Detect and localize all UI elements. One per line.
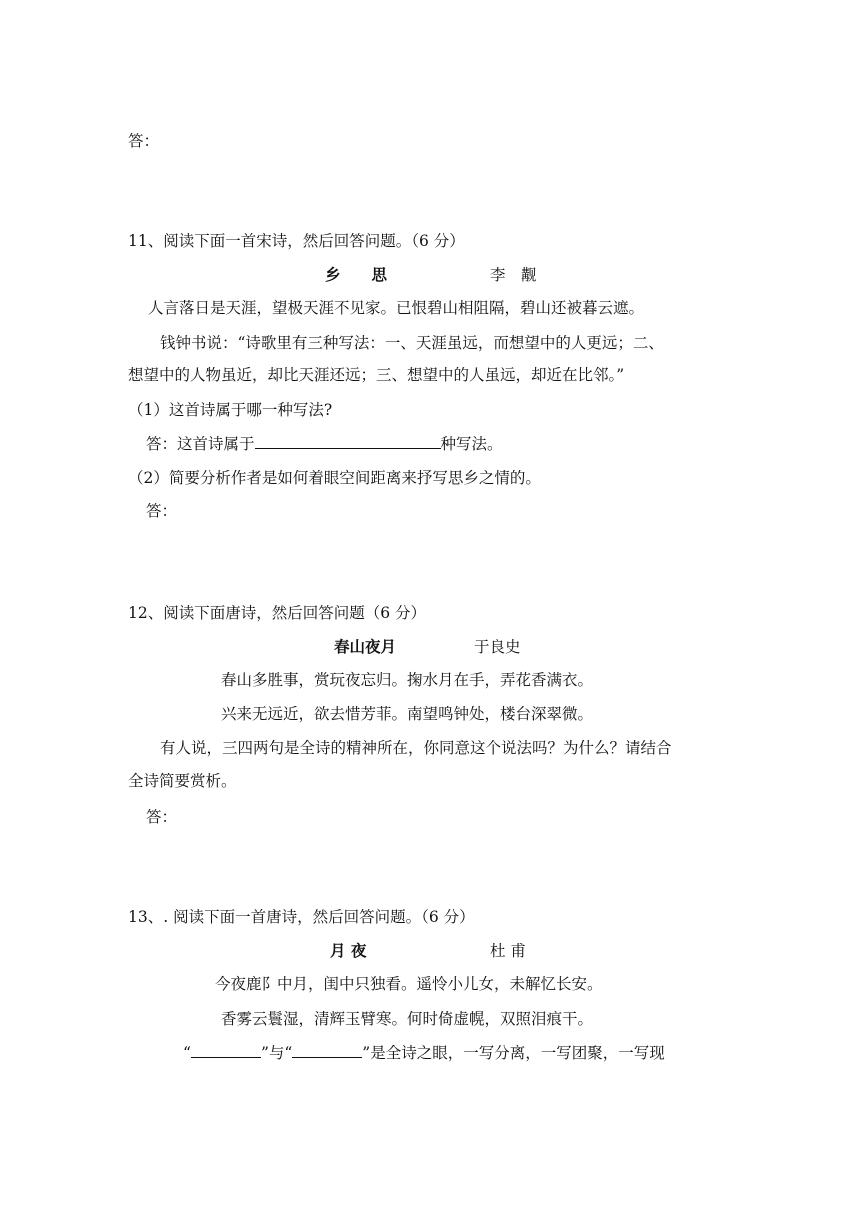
q12-poem-author: 于良史 — [474, 638, 521, 656]
q13-mid-quote: ”与“ — [260, 1044, 293, 1062]
q11-poem-title: 乡 思 — [325, 266, 388, 284]
q13-blank-2[interactable] — [292, 1043, 362, 1058]
q11-heading: 11、阅读下面一首宋诗，然后回答问题。（6 分） — [128, 232, 465, 250]
q11-answer-1-suffix: 种写法。 — [440, 435, 503, 453]
q11-poem-author: 李 觏 — [490, 266, 537, 284]
q12-answer: 答： — [146, 808, 178, 826]
q11-subquestion-1: （1）这首诗属于哪一种写法? — [128, 401, 333, 419]
q12-question-line1: 有人说，三四两句是全诗的精神所在，你同意这个说法吗？为什么？请结合 — [160, 739, 672, 757]
q13-question-tail: ”是全诗之眼，一写分离，一写团聚，一写现 — [362, 1044, 665, 1062]
q13-poem-line1: 今夜鹿阝中月，闺中只独看。遥怜小儿女，未解忆长安。 — [215, 975, 603, 993]
q13-poem-title: 月 夜 — [330, 942, 367, 960]
q11-poem-text: 人言落日是天涯，望极天涯不见家。已恨碧山相阻隔，碧山还被暮云遮。 — [148, 299, 645, 317]
q11-subquestion-2: （2）简要分析作者是如何着眼空间距离来抒写思乡之情的。 — [128, 469, 541, 487]
answer-label-top: 答： — [128, 132, 160, 150]
q11-answer-1 — [146, 433, 503, 455]
q11-quote-line2: 想望中的人物虽近，却比天涯还远；三、想望中的人虽远，却近在比邻。” — [128, 366, 625, 384]
q12-question-line2: 全诗简要赏析。 — [128, 772, 237, 790]
q13-blank-1[interactable] — [191, 1043, 261, 1058]
q12-poem-line1: 春山多胜事，赏玩夜忘归。掬水月在手，弄花香满衣。 — [221, 671, 594, 689]
q11-answer-1-prefix: 答：这首诗属于 — [146, 435, 255, 453]
q11-answer-1-blank[interactable] — [255, 434, 441, 449]
q13-question — [183, 1042, 665, 1064]
q12-heading: 12、阅读下面唐诗，然后回答问题（6 分） — [128, 604, 427, 622]
q12-poem-line2: 兴来无远近，欲去惜芳菲。南望鸣钟处，楼台深翠微。 — [221, 705, 594, 723]
q11-answer-2: 答： — [146, 502, 178, 520]
q13-open-quote: “ — [183, 1044, 191, 1062]
q11-quote-line1: 钱钟书说：“诗歌里有三种写法：一、天涯虽远，而想望中的人更远；二、 — [160, 334, 664, 352]
q13-poem-line2: 香雾云鬟湿，清辉玉臂寒。何时倚虚幌，双照泪痕干。 — [221, 1010, 594, 1028]
q13-heading: 13、. 阅读下面一首唐诗，然后回答问题。（6 分） — [128, 908, 475, 926]
q13-poem-author: 杜 甫 — [490, 942, 526, 960]
q12-poem-title: 春山夜月 — [334, 638, 397, 656]
